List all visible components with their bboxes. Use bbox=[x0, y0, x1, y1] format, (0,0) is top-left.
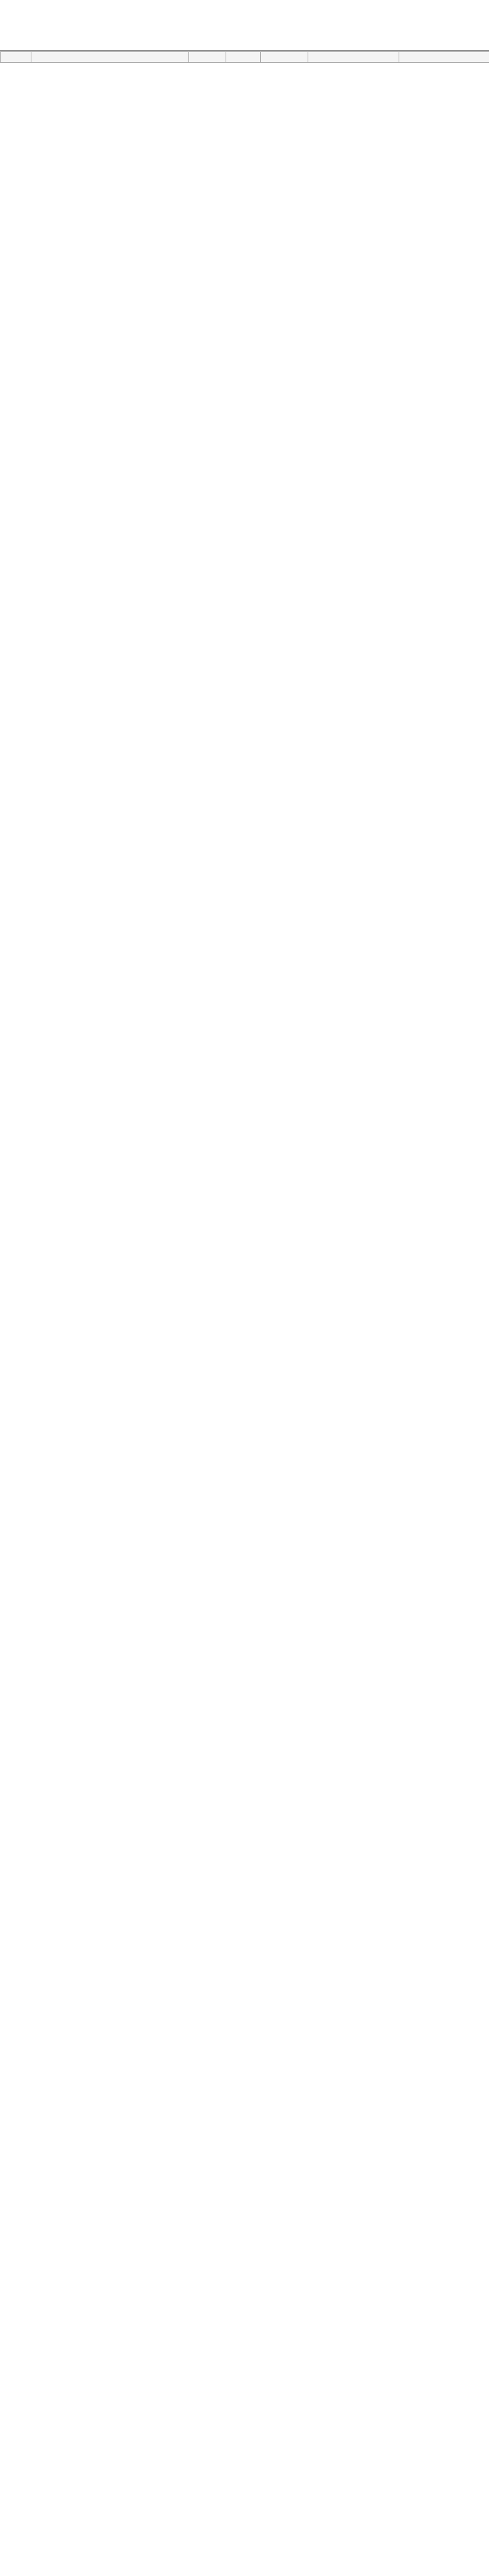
admission-table bbox=[0, 51, 489, 63]
header-min-score bbox=[399, 52, 489, 63]
divider bbox=[0, 50, 489, 51]
header-max-score bbox=[308, 52, 399, 63]
header-category bbox=[226, 52, 261, 63]
table-header-row bbox=[1, 52, 489, 63]
meta-row bbox=[0, 37, 489, 50]
header-school-name bbox=[31, 52, 189, 63]
header-admit-count bbox=[189, 52, 226, 63]
header-admit-type bbox=[261, 52, 308, 63]
header-school-code bbox=[1, 52, 31, 63]
